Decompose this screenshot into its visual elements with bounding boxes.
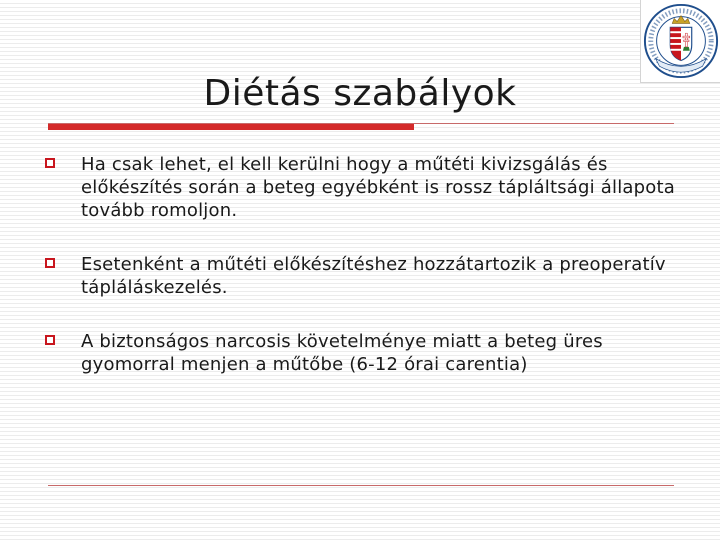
bullet-text: Ha csak lehet, el kell kerülni hogy a műtéti kivizsgálás és előkészítés során a beteg egyébként is rossz tápláltsági állapota tovább romoljon. — [81, 154, 675, 221]
bullet-list — [43, 153, 683, 407]
bullet-item — [43, 253, 683, 299]
footer-divider — [48, 485, 674, 486]
hollow-square-bullet-icon — [45, 258, 55, 268]
bullet-text: Esetenként a műtéti előkészítéshez hozzátartozik a preoperatív tápláláskezelés. — [81, 254, 666, 298]
bullet-item — [43, 330, 683, 376]
hollow-square-bullet-icon — [45, 335, 55, 345]
bullet-item — [43, 153, 683, 222]
bullet-text: A biztonságos narcosis követelménye miatt a beteg üres gyomorral menjen a műtőbe (6-12 órai carentia) — [81, 331, 603, 375]
logo-panel — [640, 0, 720, 83]
university-seal-icon — [642, 2, 720, 80]
hollow-square-bullet-icon — [45, 158, 55, 168]
slide-title: Diétás szabályok — [203, 73, 517, 114]
title-divider-thick — [48, 124, 414, 130]
